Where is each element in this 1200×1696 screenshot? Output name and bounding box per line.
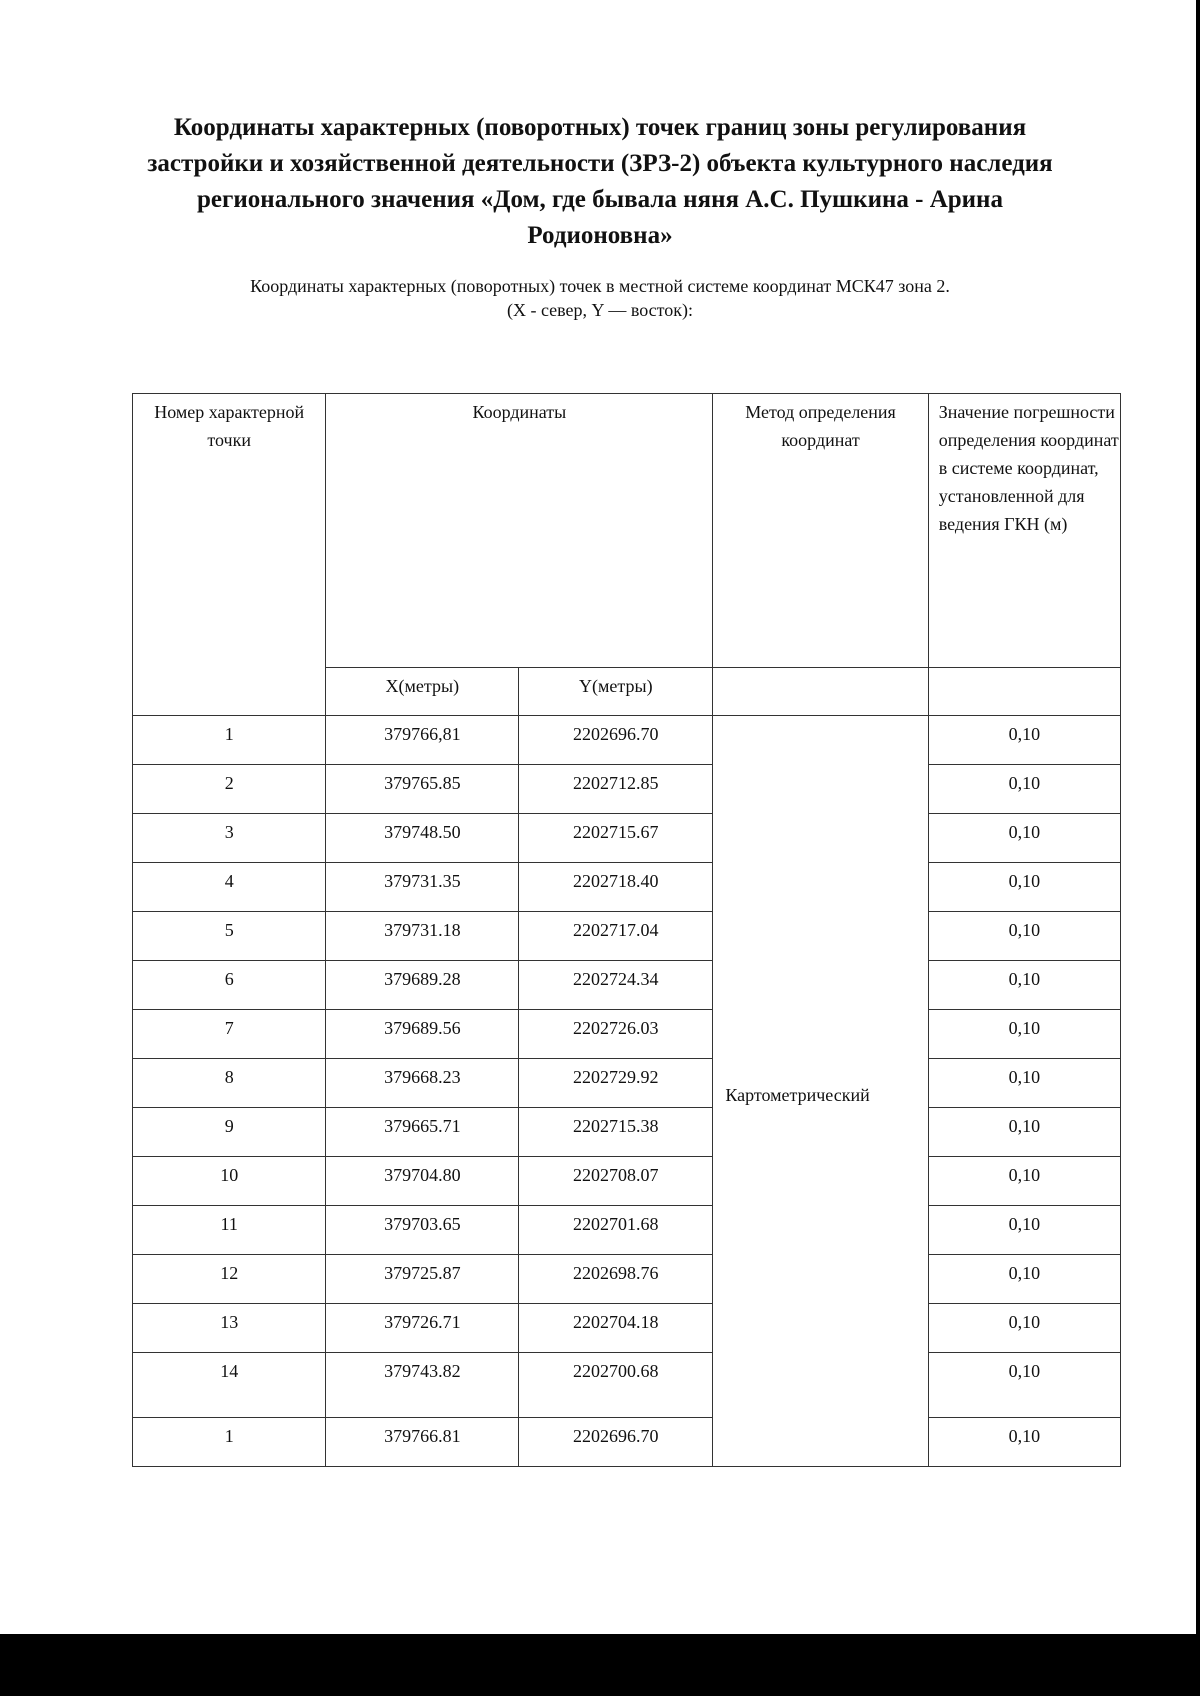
- header-method: Метод определения координат: [713, 394, 928, 668]
- point-number-cell: 4: [133, 863, 326, 912]
- table-row: [133, 1059, 1121, 1108]
- point-number-cell: 14: [133, 1353, 326, 1418]
- error-value-cell: 0,10: [928, 1255, 1120, 1304]
- error-value-cell: 0,10: [928, 912, 1120, 961]
- header-x: X(метры): [326, 668, 519, 716]
- x-coordinate-cell: 379703.65: [326, 1206, 519, 1255]
- point-number-cell: 1: [133, 1418, 326, 1467]
- x-coordinate-cell: 379748.50: [326, 814, 519, 863]
- x-coordinate-cell: 379726.71: [326, 1304, 519, 1353]
- error-value-cell: 0,10: [928, 1353, 1120, 1418]
- error-value-cell: 0,10: [928, 1418, 1120, 1467]
- header-method-empty: [713, 668, 928, 716]
- error-value-cell: 0,10: [928, 1108, 1120, 1157]
- point-number-cell: 6: [133, 961, 326, 1010]
- error-value-cell: 0,10: [928, 863, 1120, 912]
- point-number-cell: 8: [133, 1059, 326, 1108]
- point-number-cell: 2: [133, 765, 326, 814]
- table-row: [133, 1255, 1121, 1304]
- point-number-cell: 11: [133, 1206, 326, 1255]
- header-point-number: Номер характерной точки: [133, 394, 326, 716]
- x-coordinate-cell: 379743.82: [326, 1353, 519, 1418]
- point-number-cell: 3: [133, 814, 326, 863]
- x-coordinate-cell: 379731.35: [326, 863, 519, 912]
- y-coordinate-cell: 2202698.76: [519, 1255, 713, 1304]
- x-coordinate-cell: 379704.80: [326, 1157, 519, 1206]
- table-row: [133, 1157, 1121, 1206]
- y-coordinate-cell: 2202696.70: [519, 716, 713, 765]
- table-row: [133, 961, 1121, 1010]
- point-number-cell: 10: [133, 1157, 326, 1206]
- header-y: Y(метры): [519, 668, 713, 716]
- error-value-cell: 0,10: [928, 1157, 1120, 1206]
- table-row: [133, 716, 1121, 765]
- header-error-empty: [928, 668, 1120, 716]
- x-coordinate-cell: 379668.23: [326, 1059, 519, 1108]
- y-coordinate-cell: 2202701.68: [519, 1206, 713, 1255]
- x-coordinate-cell: 379689.28: [326, 961, 519, 1010]
- table-row: [133, 1304, 1121, 1353]
- point-number-cell: 5: [133, 912, 326, 961]
- table-row: [133, 1010, 1121, 1059]
- subtitle-line-1: Координаты характерных (поворотных) точек в местной системе координат МСК47 зона 2.: [250, 276, 950, 296]
- x-coordinate-cell: 379665.71: [326, 1108, 519, 1157]
- y-coordinate-cell: 2202715.38: [519, 1108, 713, 1157]
- table-row: [133, 765, 1121, 814]
- point-number-cell: 9: [133, 1108, 326, 1157]
- error-value-cell: 0,10: [928, 716, 1120, 765]
- method-cell: Картометрический: [713, 716, 928, 1467]
- x-coordinate-cell: 379689.56: [326, 1010, 519, 1059]
- x-coordinate-cell: 379725.87: [326, 1255, 519, 1304]
- y-coordinate-cell: 2202724.34: [519, 961, 713, 1010]
- point-number-cell: 7: [133, 1010, 326, 1059]
- error-value-cell: 0,10: [928, 1304, 1120, 1353]
- error-value-cell: 0,10: [928, 814, 1120, 863]
- table-row: [133, 1206, 1121, 1255]
- table-row: [133, 912, 1121, 961]
- y-coordinate-cell: 2202717.04: [519, 912, 713, 961]
- table-header-row: [133, 394, 1121, 668]
- y-coordinate-cell: 2202715.67: [519, 814, 713, 863]
- x-coordinate-cell: 379765.85: [326, 765, 519, 814]
- x-coordinate-cell: 379766,81: [326, 716, 519, 765]
- y-coordinate-cell: 2202712.85: [519, 765, 713, 814]
- error-value-cell: 0,10: [928, 1010, 1120, 1059]
- subtitle-line-2: (X - север, Y — восток):: [506, 300, 694, 320]
- y-coordinate-cell: 2202729.92: [519, 1059, 713, 1108]
- y-coordinate-cell: 2202696.70: [519, 1418, 713, 1467]
- y-coordinate-cell: 2202708.07: [519, 1157, 713, 1206]
- table-row: [133, 814, 1121, 863]
- error-value-cell: 0,10: [928, 961, 1120, 1010]
- document-subtitle: [150, 274, 1050, 322]
- error-value-cell: 0,10: [928, 1206, 1120, 1255]
- y-coordinate-cell: 2202700.68: [519, 1353, 713, 1418]
- point-number-cell: 13: [133, 1304, 326, 1353]
- document-title: Координаты характерных (поворотных) точек границ зоны регулирования застройки и хозяйственной деятельности (ЗРЗ-2) объекта культурного наследия регионального значения «Дом, где бывала няня А.С. Пушкина - Арина Родионовна»: [147, 114, 1053, 249]
- header-coordinates: Координаты: [326, 394, 713, 668]
- y-coordinate-cell: 2202718.40: [519, 863, 713, 912]
- error-value-cell: 0,10: [928, 1059, 1120, 1108]
- point-number-cell: 1: [133, 716, 326, 765]
- table-row: [133, 1108, 1121, 1157]
- table-row: [133, 1353, 1121, 1418]
- error-value-cell: 0,10: [928, 765, 1120, 814]
- header-error: Значение погрешности определения координат в системе координат, установленной для ведения ГКН (м): [928, 394, 1120, 668]
- table-row: [133, 1418, 1121, 1467]
- y-coordinate-cell: 2202726.03: [519, 1010, 713, 1059]
- point-number-cell: 12: [133, 1255, 326, 1304]
- y-coordinate-cell: 2202704.18: [519, 1304, 713, 1353]
- x-coordinate-cell: 379766.81: [326, 1418, 519, 1467]
- x-coordinate-cell: 379731.18: [326, 912, 519, 961]
- coordinates-table: [132, 393, 1121, 1467]
- table-row: [133, 863, 1121, 912]
